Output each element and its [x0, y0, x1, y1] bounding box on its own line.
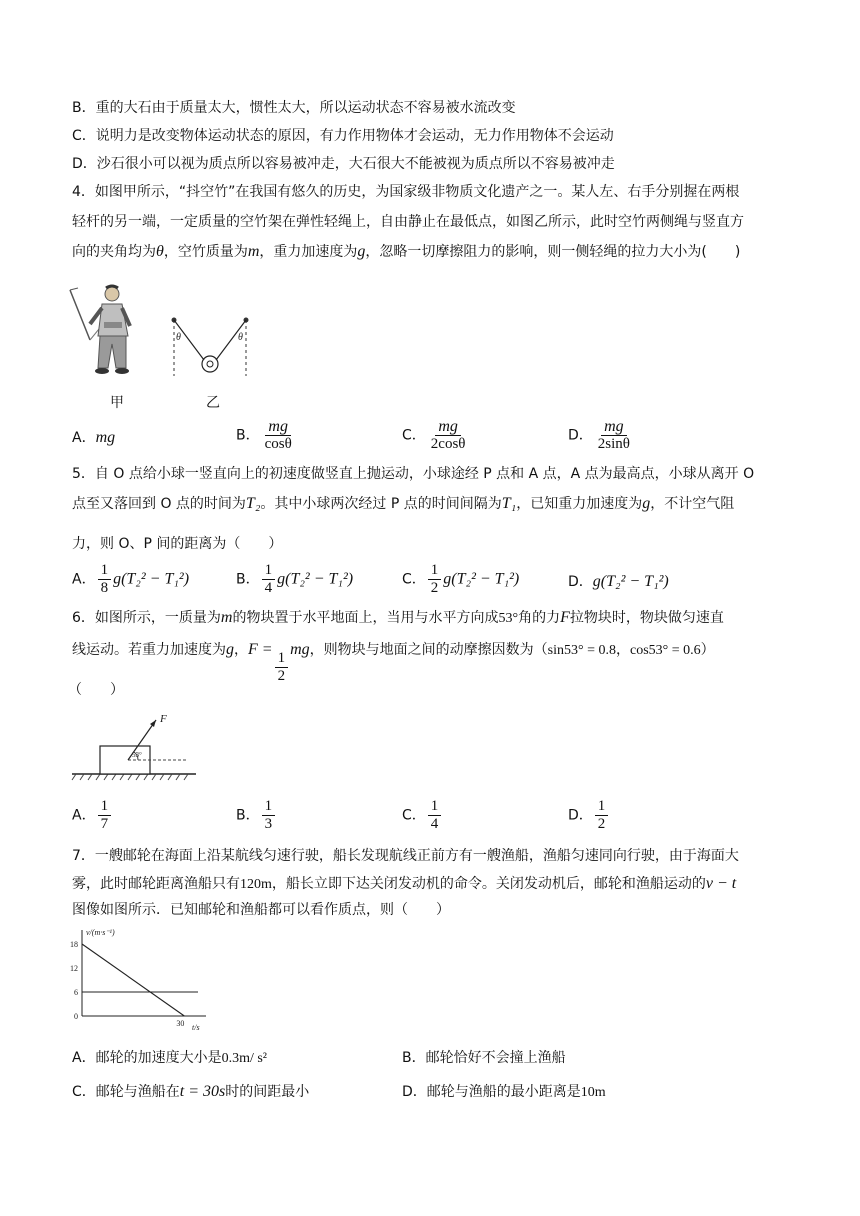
- fraction: [595, 418, 633, 453]
- option-label: D．: [568, 427, 593, 444]
- option-value: mg: [95, 429, 116, 446]
- x-tick-label: 30: [176, 1019, 185, 1028]
- q5-text: 。其中小球两次经过 P 点的时间间隔为: [260, 496, 502, 512]
- q4-stem-line3: [72, 242, 740, 262]
- fig-theta-right: θ: [238, 332, 243, 343]
- option-label: C．: [402, 807, 426, 824]
- q4-text: ，空竹质量为: [163, 244, 248, 260]
- fraction: [275, 650, 289, 685]
- y-tick-label: 6: [74, 988, 78, 997]
- fraction-numerator: 1: [275, 650, 289, 668]
- q5-text: 点至又落回到 O 点的时间为: [72, 496, 246, 512]
- fraction-denominator: 2sinθ: [597, 436, 630, 452]
- vt-symbol: v − t: [705, 875, 737, 892]
- vt-chart: [60, 926, 210, 1032]
- y-tick-label: 18: [70, 940, 78, 949]
- caption-yi: 乙: [206, 395, 220, 411]
- mg-symbol: mg: [290, 641, 310, 658]
- q4-option-a: [72, 428, 115, 448]
- q6-option-a: [72, 798, 113, 833]
- option-time: t = 30s: [179, 1083, 226, 1100]
- fraction-denominator: 2: [430, 580, 439, 596]
- angle-value: 53°: [498, 611, 519, 626]
- y-tick-label: 0: [74, 1012, 78, 1021]
- q5-text: ，已知重力加速度为: [516, 496, 643, 512]
- option-label: D．: [568, 574, 593, 590]
- gravity-symbol: g: [357, 243, 366, 260]
- fraction: [428, 562, 442, 597]
- sin-value: sin53° = 0.8: [547, 643, 616, 658]
- q6-text: 线运动。若重力加速度为: [72, 642, 226, 658]
- fraction-denominator: 8: [100, 580, 109, 596]
- q6-stem-line1: [72, 608, 724, 629]
- q5-stem-line3: 力，则 O、P 间的距离为（ ）: [72, 536, 283, 552]
- figure-jia-person: [68, 284, 148, 376]
- q5-option-c: [402, 562, 519, 597]
- q5-option-b: [236, 562, 353, 597]
- q4-option-b: [236, 418, 297, 453]
- fraction: [262, 418, 295, 453]
- q4-stem-line2: 轻杆的另一端，一定质量的空竹架在弹性轻绳上，自由静止在最低点，如图乙所示，此时空竹两侧绳与竖直方: [72, 214, 744, 230]
- option-text: 时的间距最小: [225, 1084, 310, 1100]
- q7-stem-line1: 7．一艘邮轮在海面上沿某航线匀速行驶，船长发现航线正前方有一艘渔船，渔船匀速同向行驶，由于海面大: [72, 848, 739, 864]
- option-text: D．邮轮与渔船的最小距离是: [402, 1084, 581, 1100]
- q7-stem-line3: 图像如图所示．已知邮轮和渔船都可以看作质点，则（ ）: [72, 902, 450, 918]
- q4-text: 向的夹角均为: [72, 244, 156, 260]
- fraction-denominator: 4: [430, 816, 439, 832]
- q6-option-c: [402, 798, 443, 833]
- gravity-symbol: g: [642, 495, 651, 512]
- q4-text: ，忽略一切摩擦阻力的影响，则一侧轻绳的拉力大小为( ): [365, 244, 741, 260]
- q6-text: ，则物块与地面之间的动摩擦因数为（: [309, 642, 548, 658]
- option-label: A．: [72, 807, 96, 824]
- q7-text: 雾，此时邮轮距离渔船只有: [72, 876, 240, 892]
- fraction-numerator: 1: [428, 562, 442, 580]
- fraction-denominator: 4: [264, 580, 273, 596]
- close-paren: ）: [700, 642, 715, 658]
- q7-text: ，船长立即下达关闭发动机的命令。关闭发动机后，邮轮和渔船运动的: [271, 876, 706, 892]
- fraction-numerator: 1: [595, 798, 609, 816]
- fraction: [262, 562, 276, 597]
- force-equation: F =: [248, 641, 273, 658]
- q6-stem-line3: （ ）: [68, 682, 124, 698]
- fraction-denominator: 3: [264, 816, 273, 832]
- q5-option-a: [72, 562, 189, 597]
- option-value: 0.3m/ s²: [221, 1051, 268, 1066]
- fraction-denominator: 7: [100, 816, 109, 832]
- fraction: [98, 798, 112, 833]
- fraction-numerator: 1: [98, 562, 112, 580]
- y-axis-label: v/(m·s⁻¹): [86, 928, 115, 937]
- option-label: A．: [72, 571, 96, 588]
- q7-option-d: [402, 1082, 606, 1103]
- option-label: B．: [236, 571, 260, 588]
- fraction-numerator: 1: [262, 562, 276, 580]
- q3-option-d: D．沙石很小可以视为质点所以容易被冲走，大石很大不能被视为质点所以不容易被冲走: [72, 156, 615, 172]
- fig-theta-left: θ: [176, 332, 181, 343]
- series-line-1: [82, 944, 184, 1016]
- fraction: [262, 798, 276, 833]
- t2-symbol: T₂: [245, 495, 261, 512]
- option-expression: g(T₂² − T₁²): [277, 570, 354, 588]
- q5-stem-line1: 5．自 O 点给小球一竖直向上的初速度做竖直上抛运动，小球途经 P 点和 A 点，A 点为最高点，小球从离开 O: [72, 466, 755, 482]
- q4-option-c: [402, 418, 470, 453]
- cos-value: cos53° = 0.6: [629, 643, 701, 658]
- fraction-numerator: mg: [435, 418, 461, 436]
- q4-option-d: [568, 418, 635, 453]
- q6-text: 拉物块时，物块做匀速直: [569, 610, 724, 626]
- mass-symbol: m: [220, 609, 233, 626]
- figure-yi-diabolo: [168, 314, 254, 378]
- fraction-numerator: 1: [262, 798, 276, 816]
- q7-option-a: [72, 1048, 267, 1069]
- theta-symbol: θ: [156, 243, 164, 260]
- option-label: B．: [236, 807, 260, 824]
- q7-stem-line2: [72, 874, 736, 895]
- q3-option-c: C．说明力是改变物体运动状态的原因，有力作用物体才会运动，无力作用物体不会运动: [72, 128, 614, 144]
- t1-symbol: T₁: [501, 495, 517, 512]
- q4-text: ，重力加速度为: [259, 244, 358, 260]
- option-expression: g(T₂² − T₁²): [113, 570, 190, 588]
- q6-stem-line2: [72, 640, 715, 685]
- distance-value: 120m: [240, 877, 272, 892]
- fraction-numerator: 1: [428, 798, 442, 816]
- option-label: D．: [568, 807, 593, 824]
- q6-text: 的物块置于水平地面上，当用与水平方向成: [232, 610, 499, 626]
- q6-option-d: [568, 798, 610, 833]
- q4-stem-line1: 4．如图甲所示，“抖空竹”在我国有悠久的历史，为国家级非物质文化遗产之一。某人左、右手分别握在两根: [72, 184, 740, 200]
- q6-text: ，: [234, 642, 248, 658]
- force-symbol: F: [560, 609, 570, 626]
- q3-option-b: B．重的大石由于质量太大，惯性太大，所以运动状态不容易被水流改变: [72, 100, 516, 116]
- option-label: C．: [402, 571, 426, 588]
- caption-jia: 甲: [110, 395, 124, 411]
- fraction-denominator: 2cosθ: [430, 436, 466, 452]
- fraction: [98, 562, 112, 597]
- fraction-numerator: mg: [265, 418, 291, 436]
- q7-option-c: [72, 1082, 309, 1102]
- q5-option-d: [568, 572, 669, 592]
- fig-angle-label: 53°: [132, 751, 142, 759]
- gravity-symbol: g: [226, 641, 234, 658]
- x-axis-label: t/s: [192, 1023, 200, 1032]
- option-text: C．邮轮与渔船在: [72, 1084, 180, 1100]
- q5-text: ，不计空气阻: [650, 496, 735, 512]
- separator: ，: [615, 642, 630, 658]
- q6-text: 角的力: [518, 610, 561, 626]
- option-value: 10m: [580, 1085, 606, 1100]
- q6-option-b: [236, 798, 277, 833]
- fraction: [428, 798, 442, 833]
- mass-symbol: m: [247, 243, 260, 260]
- q5-stem-line2: [72, 494, 734, 514]
- option-label: A．: [72, 430, 96, 446]
- q6-text: 6．如图所示，一质量为: [72, 610, 221, 626]
- option-label: C．: [402, 427, 426, 444]
- q7-option-b: B．邮轮恰好不会撞上渔船: [402, 1050, 566, 1066]
- fraction: [428, 418, 469, 453]
- fig-force-label: F: [160, 713, 167, 725]
- fraction-numerator: 1: [98, 798, 112, 816]
- fraction-denominator: 2: [277, 668, 286, 684]
- option-expression: g(T₂² − T₁²): [443, 570, 520, 588]
- option-label: B．: [236, 427, 260, 444]
- figure-block-force: [70, 708, 200, 782]
- fraction: [595, 798, 609, 833]
- option-text: A．邮轮的加速度大小是: [72, 1050, 222, 1066]
- option-expression: g(T₂² − T₁²): [592, 573, 669, 590]
- y-tick-label: 12: [70, 964, 78, 973]
- fraction-numerator: mg: [601, 418, 627, 436]
- fraction-denominator: cosθ: [264, 436, 292, 452]
- fraction-denominator: 2: [597, 816, 606, 832]
